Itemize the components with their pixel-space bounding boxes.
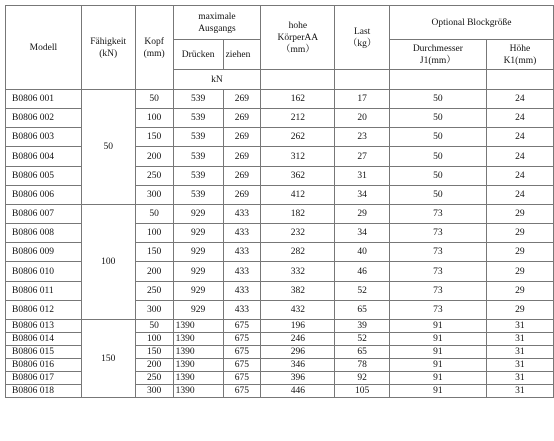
cell-body-height: 446 — [261, 385, 335, 398]
cell-model: B0806 011 — [6, 282, 82, 301]
cell-push: 539 — [173, 109, 223, 128]
cell-load: 17 — [335, 90, 389, 109]
cell-load: 39 — [335, 320, 389, 333]
cell-load: 34 — [335, 186, 389, 205]
header-ausgangs-line-1: maximale — [198, 11, 236, 22]
header-kopf — [135, 6, 173, 90]
cell-push: 1390 — [173, 372, 223, 385]
header-durchmesser-line-2: J1(mm） — [419, 55, 456, 66]
cell-diameter: 50 — [389, 167, 486, 186]
header-faehigkeit — [81, 6, 135, 90]
cell-load: 65 — [335, 301, 389, 320]
cell-body-height: 282 — [261, 243, 335, 262]
cell-load: 34 — [335, 224, 389, 243]
cell-pull: 433 — [223, 301, 261, 320]
cell-diameter: 73 — [389, 282, 486, 301]
header-last-line-1: Last — [353, 26, 371, 37]
spec-table — [5, 5, 554, 398]
cell-model: B0806 017 — [6, 372, 82, 385]
cell-push: 539 — [173, 167, 223, 186]
cell-diameter: 50 — [389, 128, 486, 147]
cell-model: B0806 007 — [6, 205, 82, 224]
header-empty-3 — [389, 70, 486, 90]
cell-diameter: 91 — [389, 385, 486, 398]
cell-head: 250 — [135, 282, 173, 301]
cell-head: 300 — [135, 186, 173, 205]
cell-push: 1390 — [173, 333, 223, 346]
table-row — [6, 205, 554, 224]
header-last-line-2: （kg） — [347, 38, 377, 49]
table-row — [6, 320, 554, 333]
header-kn-unit: kN — [173, 70, 261, 90]
cell-push: 1390 — [173, 320, 223, 333]
cell-model: B0806 001 — [6, 90, 82, 109]
cell-push: 539 — [173, 128, 223, 147]
cell-model: B0806 015 — [6, 346, 82, 359]
cell-diameter: 91 — [389, 359, 486, 372]
cell-block-height: 29 — [486, 262, 553, 282]
cell-body-height: 312 — [261, 147, 335, 167]
cell-diameter: 50 — [389, 109, 486, 128]
header-empty-1 — [261, 70, 335, 90]
cell-load: 46 — [335, 262, 389, 282]
cell-load: 40 — [335, 243, 389, 262]
cell-block-height: 29 — [486, 282, 553, 301]
capacity-cell: 150 — [81, 320, 135, 398]
cell-block-height: 24 — [486, 90, 553, 109]
cell-push: 929 — [173, 205, 223, 224]
cell-block-height: 31 — [486, 385, 553, 398]
cell-pull: 675 — [223, 372, 261, 385]
cell-block-height: 29 — [486, 205, 553, 224]
cell-body-height: 332 — [261, 262, 335, 282]
cell-body-height: 296 — [261, 346, 335, 359]
cell-diameter: 73 — [389, 224, 486, 243]
cell-diameter: 91 — [389, 333, 486, 346]
cell-diameter: 50 — [389, 186, 486, 205]
cell-pull: 269 — [223, 109, 261, 128]
cell-head: 100 — [135, 333, 173, 346]
cell-pull: 433 — [223, 224, 261, 243]
cell-body-height: 412 — [261, 186, 335, 205]
cell-model: B0806 006 — [6, 186, 82, 205]
cell-model: B0806 012 — [6, 301, 82, 320]
header-modell: Modell — [6, 6, 82, 90]
cell-body-height: 196 — [261, 320, 335, 333]
cell-block-height: 24 — [486, 109, 553, 128]
cell-model: B0806 009 — [6, 243, 82, 262]
cell-diameter: 50 — [389, 90, 486, 109]
cell-diameter: 73 — [389, 301, 486, 320]
cell-model: B0806 004 — [6, 147, 82, 167]
cell-head: 200 — [135, 262, 173, 282]
cell-push: 539 — [173, 90, 223, 109]
header-kopf-line-2: (mm) — [143, 48, 165, 59]
cell-body-height: 262 — [261, 128, 335, 147]
cell-block-height: 24 — [486, 128, 553, 147]
capacity-cell: 100 — [81, 205, 135, 320]
cell-head: 300 — [135, 385, 173, 398]
cell-load: 105 — [335, 385, 389, 398]
cell-body-height: 362 — [261, 167, 335, 186]
header-druecken: Drücken — [173, 40, 223, 70]
cell-pull: 433 — [223, 243, 261, 262]
cell-push: 539 — [173, 147, 223, 167]
cell-pull: 675 — [223, 385, 261, 398]
cell-load: 31 — [335, 167, 389, 186]
cell-pull: 675 — [223, 333, 261, 346]
cell-pull: 269 — [223, 90, 261, 109]
cell-head: 250 — [135, 167, 173, 186]
cell-push: 929 — [173, 243, 223, 262]
cell-pull: 269 — [223, 167, 261, 186]
cell-model: B0806 002 — [6, 109, 82, 128]
cell-head: 150 — [135, 243, 173, 262]
cell-load: 78 — [335, 359, 389, 372]
cell-load: 92 — [335, 372, 389, 385]
header-hohe-line-3: （mm） — [280, 44, 315, 55]
cell-pull: 269 — [223, 147, 261, 167]
cell-head: 50 — [135, 90, 173, 109]
header-faehigkeit-line-2: (kN) — [99, 48, 118, 59]
cell-block-height: 31 — [486, 346, 553, 359]
cell-diameter: 73 — [389, 243, 486, 262]
header-empty-2 — [335, 70, 389, 90]
cell-diameter: 73 — [389, 262, 486, 282]
table-row — [6, 90, 554, 109]
cell-body-height: 396 — [261, 372, 335, 385]
header-ausgangs-line-2: Ausgangs — [198, 23, 236, 34]
cell-push: 929 — [173, 224, 223, 243]
cell-load: 27 — [335, 147, 389, 167]
cell-diameter: 91 — [389, 346, 486, 359]
cell-head: 100 — [135, 109, 173, 128]
cell-model: B0806 018 — [6, 385, 82, 398]
cell-push: 1390 — [173, 385, 223, 398]
cell-body-height: 162 — [261, 90, 335, 109]
header-ziehen: ziehen — [223, 40, 261, 70]
cell-head: 200 — [135, 147, 173, 167]
cell-block-height: 31 — [486, 333, 553, 346]
cell-body-height: 182 — [261, 205, 335, 224]
header-hohe-line-1: hohe — [288, 20, 308, 31]
cell-push: 1390 — [173, 346, 223, 359]
cell-load: 20 — [335, 109, 389, 128]
cell-pull: 675 — [223, 359, 261, 372]
cell-head: 100 — [135, 224, 173, 243]
cell-block-height: 29 — [486, 301, 553, 320]
header-hohe — [261, 6, 335, 70]
header-durchmesser-line-1: Durchmesser — [412, 43, 463, 54]
header-block: Optional Blockgröße — [389, 6, 553, 40]
cell-block-height: 29 — [486, 243, 553, 262]
cell-block-height: 29 — [486, 224, 553, 243]
cell-head: 300 — [135, 301, 173, 320]
cell-block-height: 31 — [486, 359, 553, 372]
cell-load: 52 — [335, 282, 389, 301]
cell-push: 539 — [173, 186, 223, 205]
header-last — [335, 6, 389, 70]
cell-head: 200 — [135, 359, 173, 372]
cell-model: B0806 016 — [6, 359, 82, 372]
cell-pull: 675 — [223, 346, 261, 359]
capacity-cell: 50 — [81, 90, 135, 205]
cell-pull: 675 — [223, 320, 261, 333]
cell-head: 150 — [135, 128, 173, 147]
cell-body-height: 432 — [261, 301, 335, 320]
cell-push: 1390 — [173, 359, 223, 372]
cell-push: 929 — [173, 282, 223, 301]
table-container — [5, 5, 554, 398]
cell-diameter: 91 — [389, 320, 486, 333]
cell-pull: 433 — [223, 262, 261, 282]
cell-push: 929 — [173, 301, 223, 320]
cell-body-height: 212 — [261, 109, 335, 128]
cell-body-height: 382 — [261, 282, 335, 301]
header-kopf-line-1: Kopf — [144, 36, 164, 47]
cell-push: 929 — [173, 262, 223, 282]
header-hoehe — [486, 40, 553, 70]
header-ausgangs — [173, 6, 261, 40]
cell-load: 23 — [335, 128, 389, 147]
cell-model: B0806 014 — [6, 333, 82, 346]
cell-block-height: 31 — [486, 320, 553, 333]
cell-block-height: 24 — [486, 186, 553, 205]
cell-diameter: 73 — [389, 205, 486, 224]
cell-model: B0806 010 — [6, 262, 82, 282]
cell-body-height: 232 — [261, 224, 335, 243]
cell-body-height: 246 — [261, 333, 335, 346]
header-empty-4 — [486, 70, 553, 90]
cell-diameter: 50 — [389, 147, 486, 167]
cell-block-height: 24 — [486, 167, 553, 186]
cell-block-height: 31 — [486, 372, 553, 385]
cell-load: 65 — [335, 346, 389, 359]
cell-model: B0806 013 — [6, 320, 82, 333]
cell-model: B0806 003 — [6, 128, 82, 147]
cell-diameter: 91 — [389, 372, 486, 385]
cell-block-height: 24 — [486, 147, 553, 167]
cell-head: 250 — [135, 372, 173, 385]
cell-load: 29 — [335, 205, 389, 224]
cell-head: 150 — [135, 346, 173, 359]
cell-pull: 269 — [223, 128, 261, 147]
header-hoehe-line-1: Höhe — [509, 43, 531, 54]
cell-pull: 433 — [223, 282, 261, 301]
header-hoehe-line-2: K1(mm) — [503, 55, 537, 66]
header-row-1 — [6, 6, 554, 40]
cell-head: 50 — [135, 205, 173, 224]
header-durchmesser — [389, 40, 486, 70]
cell-head: 50 — [135, 320, 173, 333]
cell-pull: 269 — [223, 186, 261, 205]
cell-load: 52 — [335, 333, 389, 346]
cell-model: B0806 005 — [6, 167, 82, 186]
header-faehigkeit-line-1: Fähigkeit — [90, 36, 127, 47]
cell-pull: 433 — [223, 205, 261, 224]
cell-body-height: 346 — [261, 359, 335, 372]
header-hohe-line-2: KörperAA — [277, 32, 319, 43]
cell-model: B0806 008 — [6, 224, 82, 243]
